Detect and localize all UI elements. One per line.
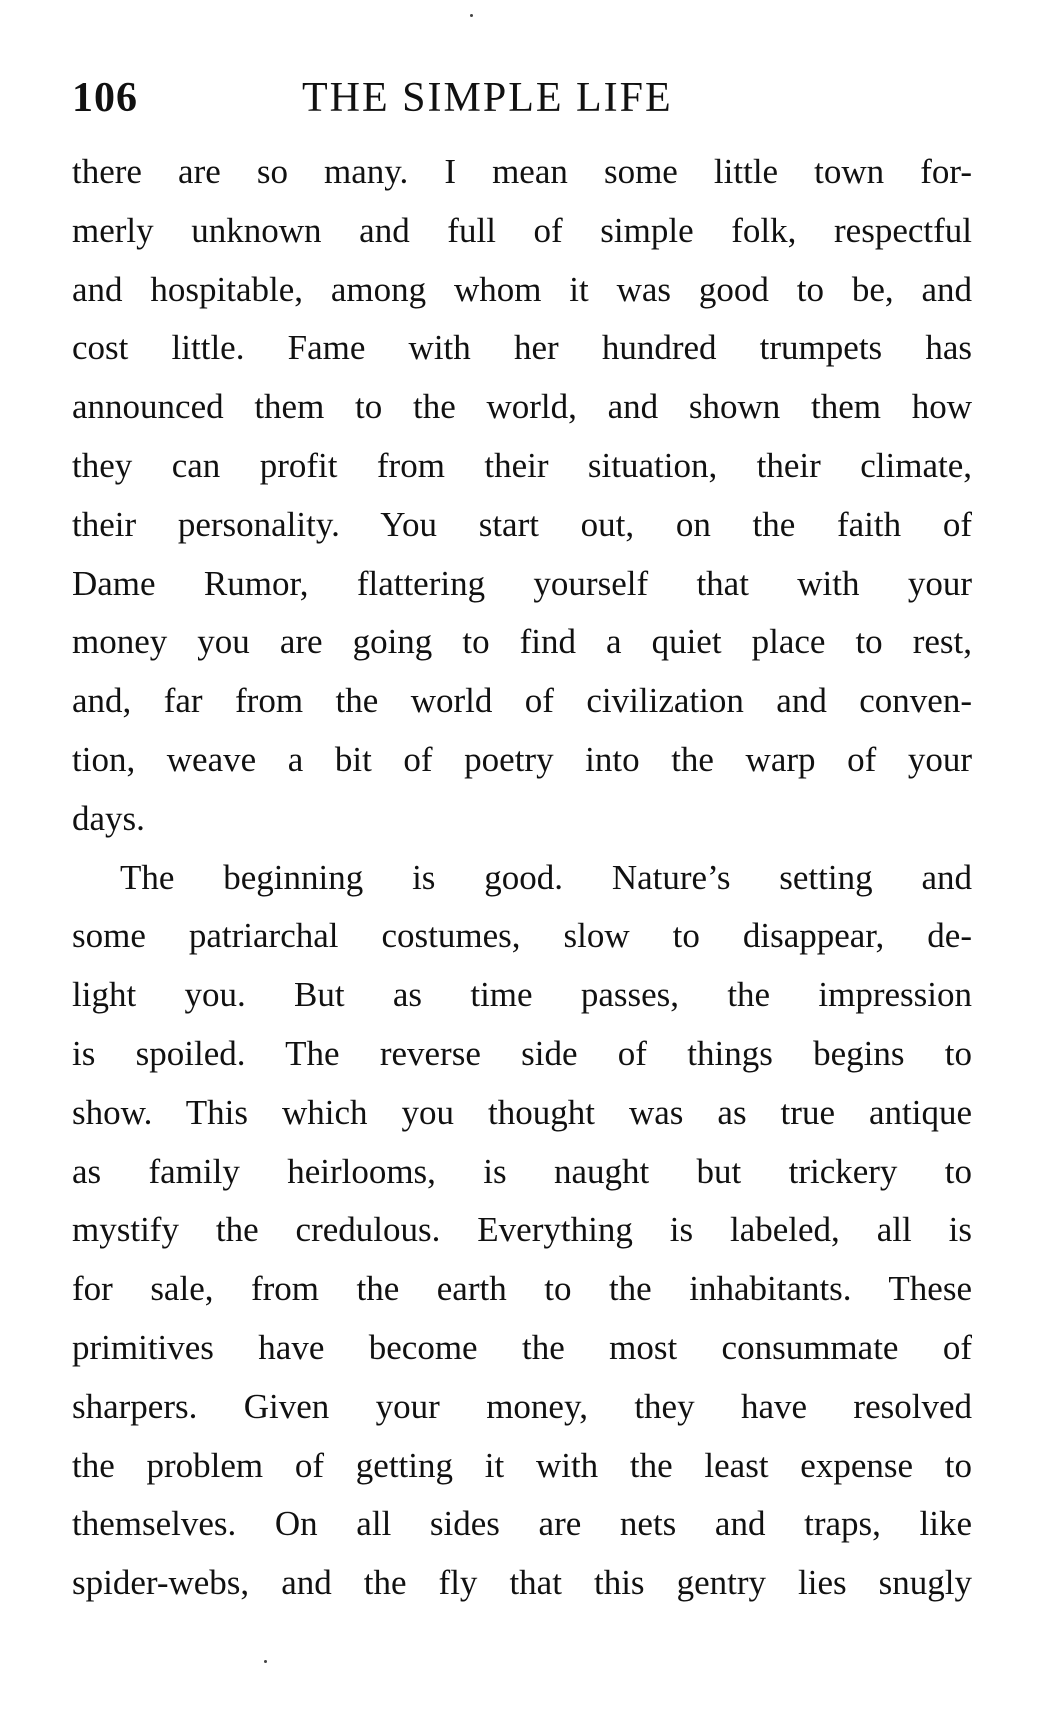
text-line: light you. But as time passes, the impression (72, 975, 972, 1015)
text-line: tion, weave a bit of poetry into the warp of your (72, 739, 972, 779)
text-line: their personality. You start out, on the faith of (72, 504, 972, 544)
print-speck (264, 1660, 267, 1663)
text-line: money you are going to find a quiet place to rest, (72, 622, 972, 662)
text-line: The beginning is good. Nature’s setting and (120, 857, 972, 897)
text-line: days. (72, 798, 145, 838)
text-line: merly unknown and full of simple folk, respectful (72, 210, 972, 250)
text-line: the problem of getting it with the least expense to (72, 1445, 972, 1485)
page-number: 106 (72, 75, 138, 121)
text-line: spider-webs, and the fly that this gentry lies snugly (72, 1563, 972, 1603)
text-line: show. This which you thought was as true antique (72, 1092, 972, 1132)
text-line: there are so many. I mean some little town for- (72, 152, 972, 191)
text-line: some patriarchal costumes, slow to disappear, de- (72, 916, 972, 956)
text-line: is spoiled. The reverse side of things begins to (72, 1033, 972, 1073)
text-line: and hospitable, among whom it was good to be, and (72, 269, 972, 309)
print-speck (470, 14, 473, 17)
text-line: and, far from the world of civilization and conven- (72, 681, 972, 721)
text-line: Dame Rumor, flattering yourself that with your (72, 563, 972, 603)
running-title: THE SIMPLE LIFE (302, 75, 673, 121)
text-line: cost little. Fame with her hundred trumpets has (72, 328, 972, 368)
text-line: themselves. On all sides are nets and traps, like (72, 1504, 972, 1544)
text-line: as family heirlooms, is naught but trickery to (72, 1151, 972, 1191)
text-line: mystify the credulous. Everything is labeled, all is (72, 1210, 972, 1250)
running-head (72, 68, 972, 128)
text-line: sharpers. Given your money, they have resolved (72, 1386, 972, 1426)
body-text (72, 143, 972, 1613)
text-line: announced them to the world, and shown them how (72, 387, 972, 427)
text-line: they can profit from their situation, their climate, (72, 445, 972, 485)
text-line: for sale, from the earth to the inhabitants. These (72, 1269, 972, 1309)
text-line: primitives have become the most consummate of (72, 1327, 972, 1367)
